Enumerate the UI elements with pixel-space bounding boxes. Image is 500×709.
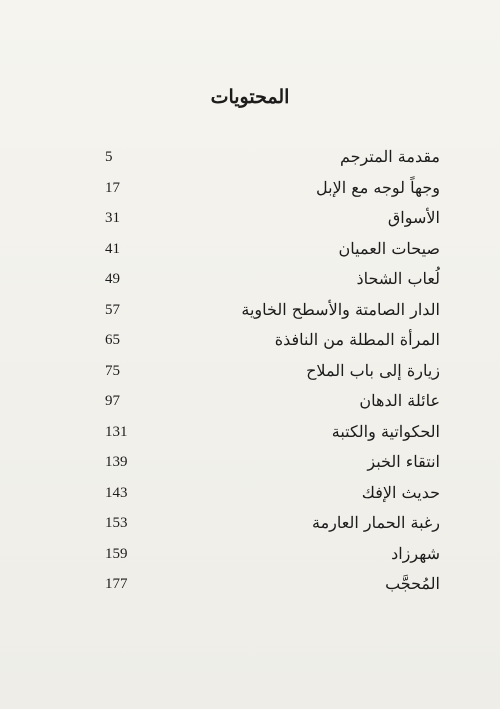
page-number: 177 [105,576,128,592]
page-number: 65 [105,332,120,348]
list-item [105,450,440,481]
list-item [105,206,440,237]
chapter-title: الأسواق [387,208,440,227]
page-number: 75 [105,362,120,379]
list-item [105,359,440,390]
page-number: 41 [105,240,120,257]
list-item [105,328,440,359]
chapter-title: المرأة المطلة من النافذة [274,330,440,349]
chapter-title: زيارة إلى باب الملاح [306,360,440,380]
page-number: 131 [105,423,128,440]
chapter-title: الدار الصامتة والأسطح الخاوية [241,299,440,319]
page-number: 97 [105,393,120,409]
list-item [105,176,440,207]
chapter-title: حديث الإفك [361,482,440,502]
list-item [105,420,440,451]
list-item [105,511,440,542]
page-title: المحتويات [210,86,290,108]
chapter-title: شهرزاد [391,543,440,563]
list-item [105,572,440,603]
list-item [105,267,440,298]
page-number: 139 [105,454,128,470]
list-item [105,298,440,329]
chapter-title: وجهاً لوجه مع الإبل [316,177,440,197]
chapter-title: رغبة الحمار العارمة [312,513,440,532]
list-item [105,542,440,573]
list-item [105,237,440,268]
page-number: 49 [105,271,120,287]
page-number: 5 [105,149,113,165]
chapter-title: لُعاب الشحاذ [356,269,440,288]
chapter-title: انتقاء الخبز [367,452,440,471]
page-number: 143 [105,484,128,501]
list-item [105,145,440,176]
list-item [105,389,440,420]
chapter-title: المُحجَّب [385,574,440,593]
contents-list [105,145,440,603]
page-number: 57 [105,301,120,318]
chapter-title: عائلة الدهان [359,391,440,410]
page-number: 17 [105,179,120,196]
page-number: 31 [105,210,120,226]
page-number: 153 [105,515,128,531]
page-number: 159 [105,545,128,562]
chapter-title: مقدمة المترجم [339,147,440,166]
list-item [105,481,440,512]
chapter-title: صيحات العميان [338,238,440,258]
chapter-title: الحكواتية والكتبة [331,421,440,441]
